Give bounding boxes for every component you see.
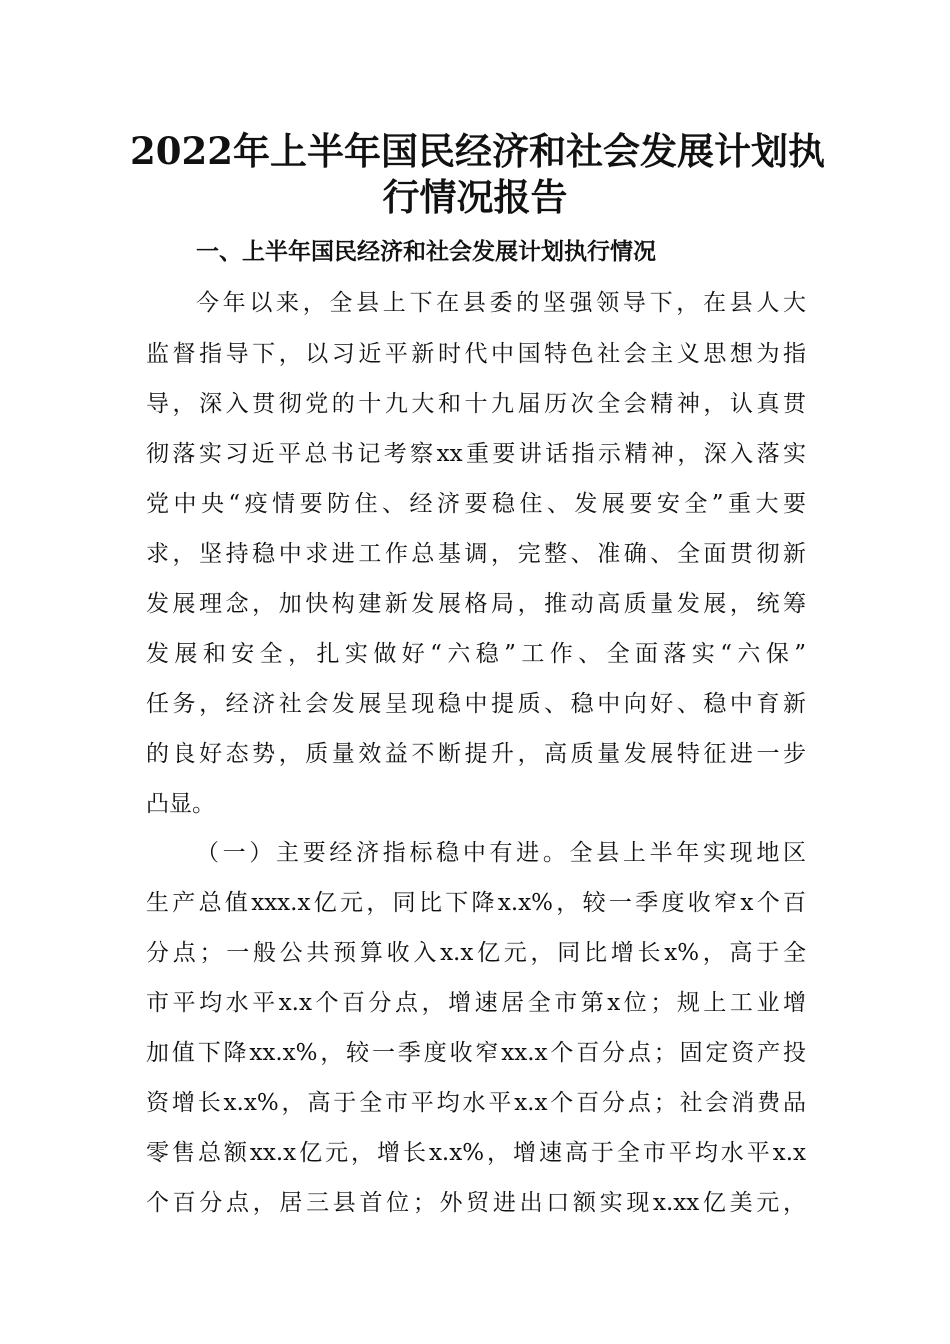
paragraph-1-line-7: 发展理念，加快构建新发展格局，推动高质量发展，统筹	[146, 591, 806, 617]
paragraph-1-line-4: 彻落实习近平总书记考察xx重要讲话指示精神，深入落实	[146, 441, 806, 467]
document-title-line-2: 行情况报告	[382, 175, 568, 219]
paragraph-2-line-6: 资增长x.x%，高于全市平均水平x.x个百分点；社会消费品	[146, 1090, 806, 1116]
paragraph-1-line-10: 的良好态势，质量效益不断提升，高质量发展特征进一步	[146, 741, 806, 767]
paragraph-2-line-4: 市平均水平x.x个百分点，增速居全市第x位；规上工业增	[146, 990, 806, 1016]
paragraph-1-line-5: 党中央“疫情要防住、经济要稳住、发展要安全”重大要	[146, 491, 806, 517]
paragraph-1-line-1: 今年以来，全县上下在县委的坚强领导下，在县人大	[196, 290, 806, 316]
paragraph-1-line-11: 凸显。	[146, 791, 215, 817]
document-title-line-1: 2022年上半年国民经济和社会发展计划执	[130, 129, 825, 173]
paragraph-1-line-6: 求，坚持稳中求进工作总基调，完整、准确、全面贯彻新	[146, 541, 806, 567]
section-heading: 一、上半年国民经济和社会发展计划执行情况	[196, 239, 656, 265]
paragraph-1-line-8: 发展和安全，扎实做好“六稳”工作、全面落实“六保”	[146, 641, 806, 667]
paragraph-2-line-3: 分点；一般公共预算收入x.x亿元，同比增长x%，高于全	[146, 940, 806, 966]
paragraph-1-line-2: 监督指导下，以习近平新时代中国特色社会主义思想为指	[146, 341, 806, 367]
paragraph-2-line-1: （一）主要经济指标稳中有进。全县上半年实现地区	[196, 840, 806, 866]
paragraph-2-line-2: 生产总值xxx.x亿元，同比下降x.x%，较一季度收窄x个百	[146, 890, 806, 916]
paragraph-2-line-7: 零售总额xx.x亿元，增长x.x%，增速高于全市平均水平x.x	[146, 1140, 806, 1166]
paragraph-2-line-8: 个百分点，居三县首位；外贸进出口额实现x.xx亿美元，	[146, 1190, 806, 1216]
paragraph-1-line-9: 任务，经济社会发展呈现稳中提质、稳中向好、稳中育新	[146, 691, 806, 717]
paragraph-2-line-5: 加值下降xx.x%，较一季度收窄xx.x个百分点；固定资产投	[146, 1040, 806, 1066]
paragraph-1-line-3: 导，深入贯彻党的十九大和十九届历次全会精神，认真贯	[146, 391, 806, 417]
